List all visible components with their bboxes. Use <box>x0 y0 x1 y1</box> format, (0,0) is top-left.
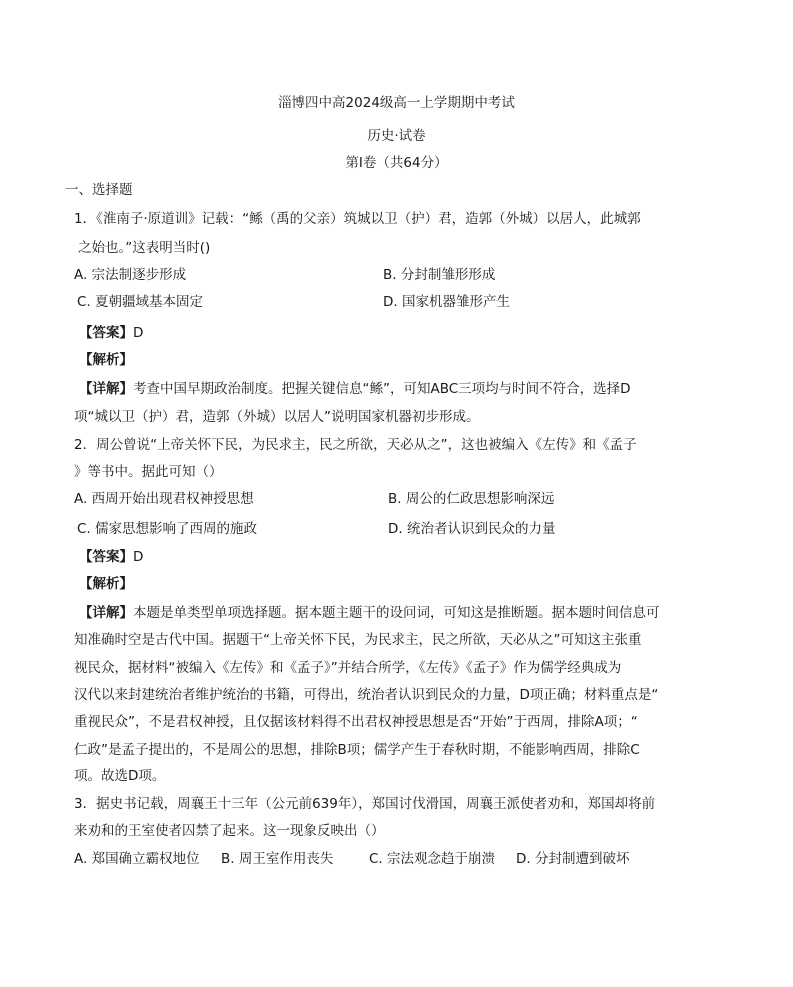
exam-volume: 第Ⅰ卷（共64分） <box>345 155 448 171</box>
q2-detail-line-5: 重视民众”，不是君权神授，且仅据该材料得不出君权神授思想是否“开始”于西周，排除A项；“ <box>74 714 638 730</box>
q3-option-a: A. 郑国确立霸权地位 <box>74 851 200 867</box>
q1-option-d: D. 国家机器雏形产生 <box>383 294 510 310</box>
q1-detail-text-1: 考查中国早期政治制度。把握关键信息“鲧”，可知ABC三项均与时间不符合，选择D <box>133 381 631 397</box>
q3-option-d: D. 分封制遭到破坏 <box>516 851 630 867</box>
q2-answer <box>79 548 143 566</box>
q3-stem-line-1: 3．据史书记载，周襄王十三年（公元前639年），郑国讨伐滑国，周襄王派使者劝和，郑国却将前 <box>74 796 656 812</box>
q3-option-b: B. 周王室作用丧失 <box>221 851 334 867</box>
exam-title: 淄博四中高2024级高一上学期期中考试 <box>278 95 515 111</box>
q1-analysis-tag: 【解析】 <box>79 352 133 368</box>
answer-tag: 【答案】 <box>79 549 133 565</box>
exam-subject: 历史·试卷 <box>367 128 426 144</box>
q2-detail-line-7: 项。故选D项。 <box>74 768 166 784</box>
q2-detail-line-6: 仁政”是孟子提出的，不是周公的思想，排除B项；儒学产生于春秋时期，不能影响西周，排除C <box>74 742 640 758</box>
q3-stem-line-2: 来劝和的王室使者囚禁了起来。这一现象反映出（） <box>74 823 385 839</box>
q1-answer <box>79 324 143 342</box>
q2-option-b: B. 周公的仁政思想影响深远 <box>388 491 555 507</box>
detail-tag: 【详解】 <box>79 381 133 397</box>
q1-stem-line-2: 之始也。”这表明当时() <box>78 240 211 256</box>
q2-stem-line-2: 》等书中。据此可知（） <box>74 464 223 480</box>
q3-option-c: C. 宗法观念趋于崩溃 <box>369 851 496 867</box>
q1-option-b: B. 分封制雏形形成 <box>383 267 496 283</box>
section-heading: 一、选择题 <box>65 182 133 198</box>
q2-detail-line-1 <box>79 604 660 622</box>
q1-option-c: C. 夏朝疆域基本固定 <box>77 294 204 310</box>
q2-detail-line-3: 视民众，据材料“被编入《左传》和《孟子》”并结合所学，《左传》《孟子》作为儒学经典成为 <box>74 660 622 676</box>
answer-tag: 【答案】 <box>79 325 133 341</box>
q1-answer-value: D <box>133 325 144 341</box>
q1-detail-line-2: 项“城以卫（护）君，造郭（外城）以居人”说明国家机器初步形成。 <box>74 409 480 425</box>
q2-stem-line-1: 2．周公曾说“上帝关怀下民，为民求主，民之所欲，天必从之”，这也被编入《左传》和《孟子 <box>74 437 637 453</box>
q2-analysis-tag: 【解析】 <box>79 576 133 592</box>
q2-option-c: C. 儒家思想影响了西周的施政 <box>77 521 258 537</box>
detail-tag: 【详解】 <box>79 605 133 621</box>
q2-detail-line-4: 汉代以来封建统治者维护统治的书籍，可得出，统治者认识到民众的力量，D项正确；材料重点是“ <box>74 687 659 703</box>
q2-detail-line-2: 知准确时空是古代中国。据题干“上帝关怀下民，为民求主，民之所欲，天必从之”可知这主张重 <box>74 632 642 648</box>
q2-detail-text-1: 本题是单类型单项选择题。据本题主题干的设问词，可知这是推断题。据本题时间信息可 <box>133 605 660 621</box>
q1-detail-line-1 <box>79 380 631 398</box>
q2-option-d: D. 统治者认识到民众的力量 <box>388 521 556 537</box>
q2-option-a: A. 西周开始出现君权神授思想 <box>74 491 254 507</box>
q1-option-a: A. 宗法制逐步形成 <box>74 267 187 283</box>
q2-answer-value: D <box>133 549 144 565</box>
q1-stem-line-1: 1．《淮南子·原道训》记载：“鲧（禹的父亲）筑城以卫（护）君，造郭（外城）以居人，此城郭 <box>74 211 641 227</box>
